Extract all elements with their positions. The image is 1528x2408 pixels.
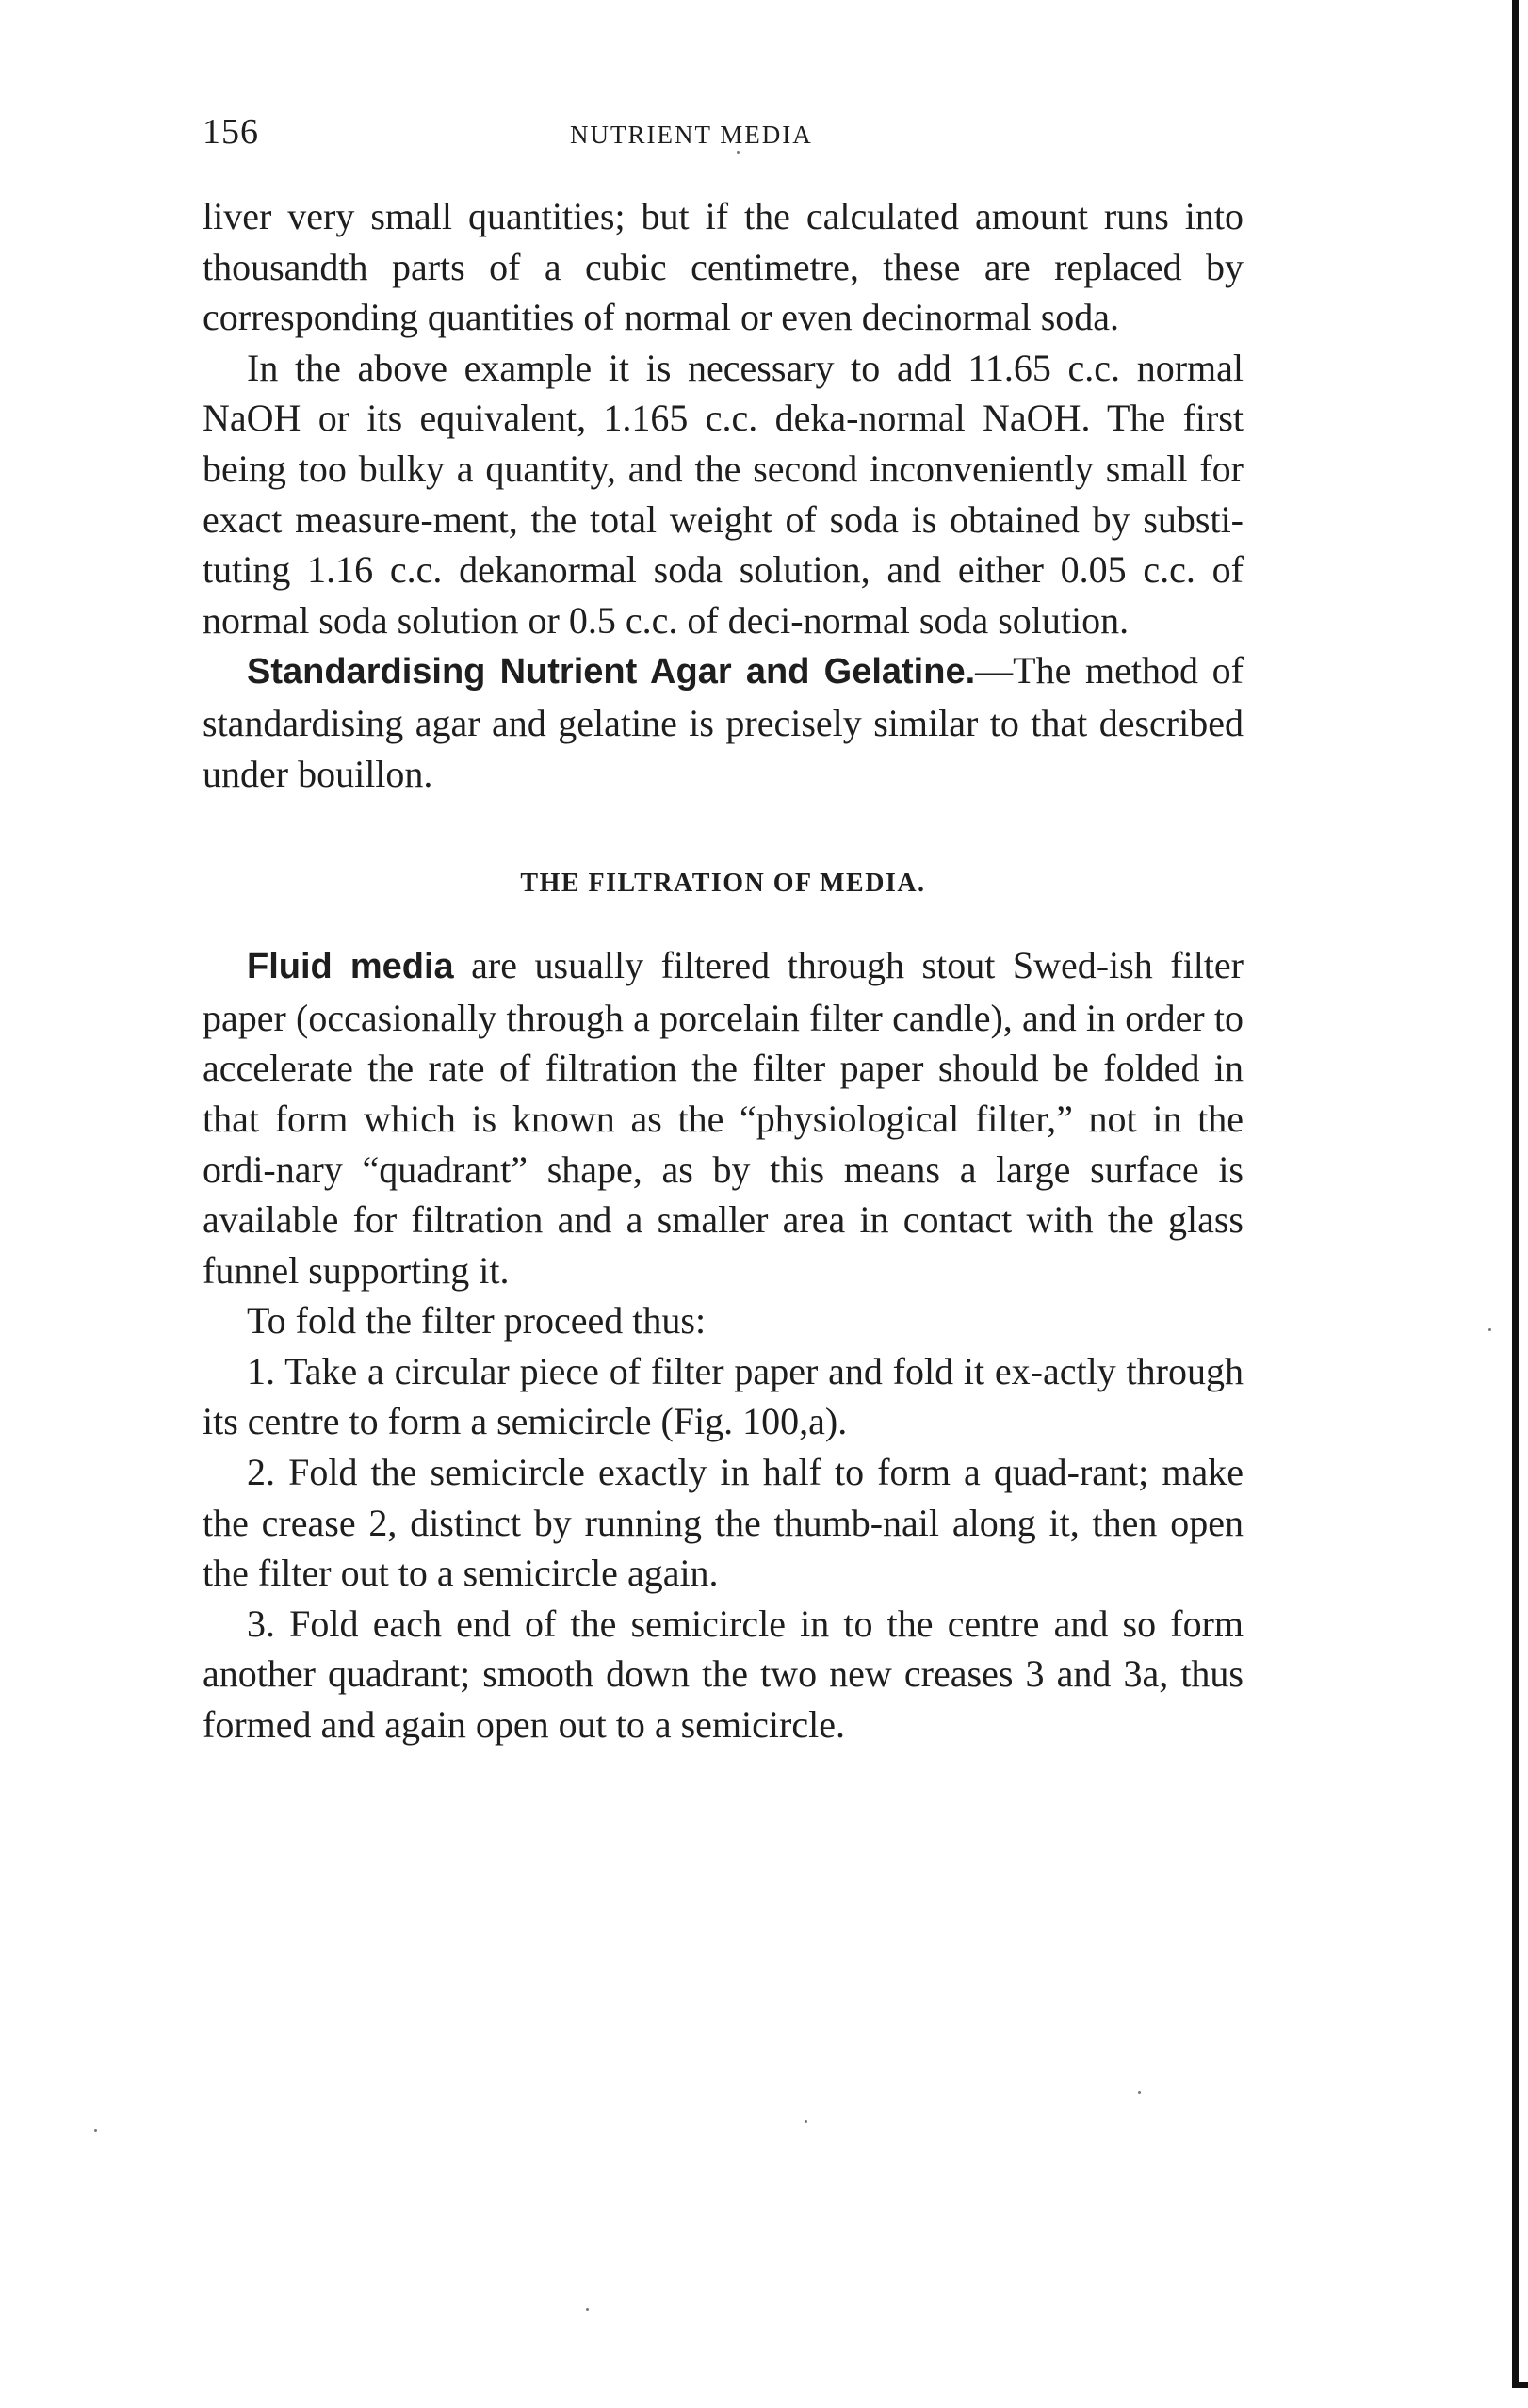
page-edge-rule <box>1512 0 1519 2388</box>
running-head: NUTRIENT MEDIA <box>570 121 813 149</box>
paper-speck <box>586 2308 589 2311</box>
paragraph-standardising-text: —The method of standardising agar and gelatine is precisely similar to that described under bouillon. <box>203 649 1244 795</box>
paper-speck <box>805 2120 807 2123</box>
paragraph-example: In the above example it is necessary to add 11.65 c.c. normal NaOH or its equivalent, 1.165 c.c. deka-normal NaOH. The first being too bulky a quantity, and the second inconveniently small for exact measure-ment, the total weight of soda is obtained by substi-tuting 1.16 c.c. dekanormal soda solution, and either 0.05 c.c. of normal soda solution or 0.5 c.c. of deci-normal soda solution. <box>203 346 1244 642</box>
list-item-step-1: 1. Take a circular piece of filter paper and fold it ex-actly through its centre to form a semicircle (Fig. 100,a). <box>203 1349 1244 1443</box>
body-text <box>203 191 1244 1750</box>
list-item-step-3: 3. Fold each end of the semicircle in to the centre and so form another quadrant; smooth down the two new creases 3 and 3a, thus formed and again open out to a semicircle. <box>203 1602 1244 1747</box>
page-edge-rule-foot <box>1512 2382 1528 2388</box>
run-in-heading-standardising: Standardising Nutrient Agar and Gelatine. <box>247 652 976 692</box>
paper-speck <box>1488 1328 1491 1331</box>
page-number: 156 <box>203 112 259 152</box>
paper-speck <box>1138 2091 1141 2094</box>
paragraph-continuation: liver very small quantities; but if the calculated amount runs into thousandth parts of a cubic centimetre, these are replaced by corresponding quantities of normal or even decinormal soda. <box>203 195 1244 339</box>
paper-speck <box>737 151 740 154</box>
paragraph-standardising <box>203 645 1244 799</box>
paragraph-fluid-media-text: are usually filtered through stout Swed-ish filter paper (occasionally through a porcelain filter candle), and in order to accelerate the rate of filtration the filter paper should be folded in that form which is known as the “physiological filter,” not in the ordi-nary “quadrant” shape, as by this means a large surface is available for filtration and a smaller area in contact with the glass funnel supporting it. <box>203 944 1244 1292</box>
paragraph-fluid-media <box>203 940 1244 1295</box>
page-header <box>203 111 1239 168</box>
paper-speck <box>94 2129 97 2132</box>
run-in-heading-fluid-media: Fluid media <box>247 947 454 987</box>
section-heading: THE FILTRATION OF MEDIA. <box>520 869 926 899</box>
list-item-step-2: 2. Fold the semicircle exactly in half to form a quad-rant; make the crease 2, distinct by running the thumb-nail along it, then open the filter out to a semicircle again. <box>203 1451 1244 1595</box>
paragraph-fold-intro: To fold the filter proceed thus: <box>247 1299 707 1342</box>
